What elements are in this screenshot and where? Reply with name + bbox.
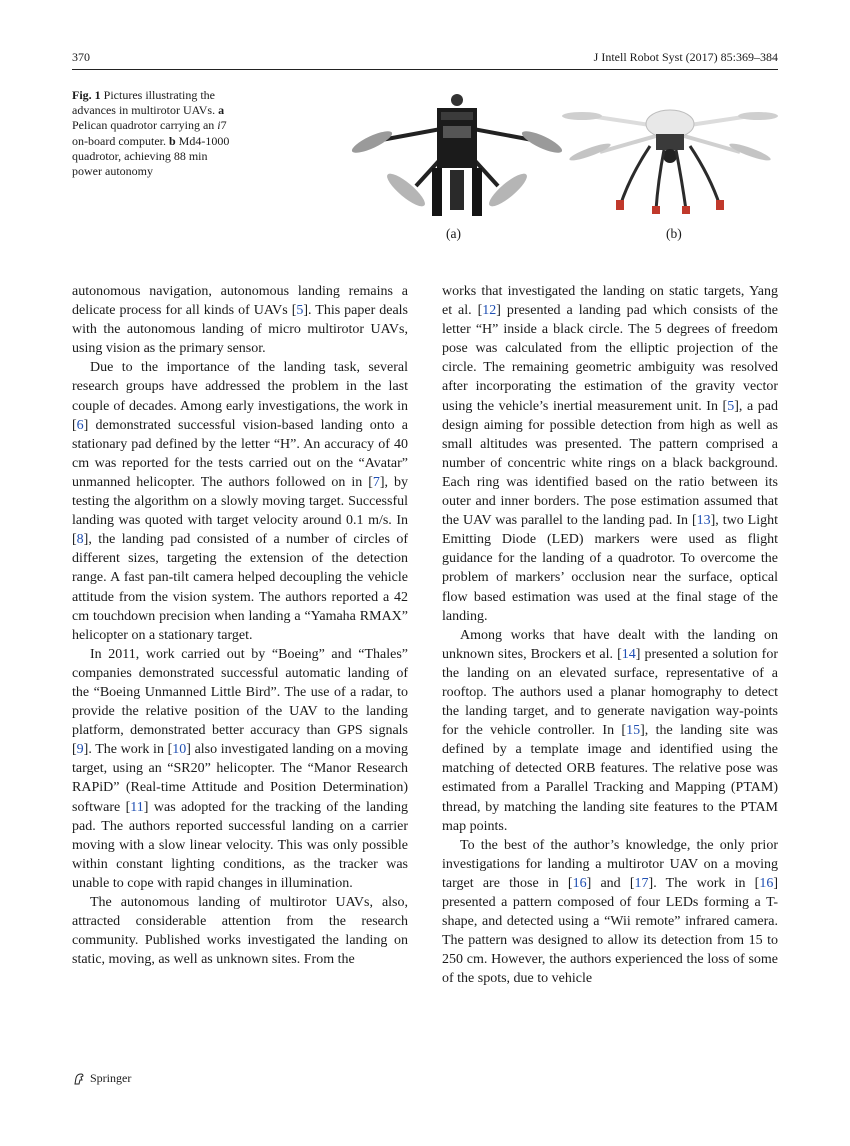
citation-link[interactable]: 11 [130,799,144,815]
paragraph-text: ], two Light Emitting Diode (LED) markers were used as flight guidance for the landing of a quadrotor. To overcome the problem of markers’ occlusion near the surface, optical flow based estimation was used at the final stage of the landing. [442,513,778,624]
paragraph-text: ] also investigated landing on a moving target, using an “SR20” helicopter. The “Manor Research RAPiD” (Real-time Attitude and Position Determination) software [ [72,742,408,815]
paragraph-text: ] presented a solution for the landing on an elevated surface, representative of a rooftop. The authors used a planar homography to detect the landing target, and to generate navigation way-points for the vehicle controller. In [ [442,646,778,739]
paragraph-text: ]. This paper deals with the autonomous landing of micro multirotor UAVs, using vision as the primary sensor. [72,303,409,357]
journal-citation: J Intell Robot Syst (2017) 85:369–384 [593,50,778,64]
paragraph-text: In 2011, work carried out by “Boeing” and “Thales” companies demonstrated successful automatic landing of the “Boeing Unmanned Little Bird”. The use of a radar, to provide the relative position of the UAV to the landing platform, demonstrated better accuracy than GPS signals [ [72,646,408,758]
paragraph-text: Due to the importance of the landing task, several research groups have addressed the problem in the last couple of decades. Among early investigations, the work in [ [72,360,408,433]
citation-link[interactable]: 5 [296,303,304,319]
citation-link[interactable]: 13 [696,513,711,529]
paragraph-text: ], the landing site was defined by a template image and identified using the matching of detected ORB features. The relative pose was estimated from a Parallel Tracking and Mapping (PTAM) thread, by matching the landing site features to the PTAM map points. [442,723,778,834]
paragraph [72,358,408,644]
citation-link[interactable]: 8 [76,532,84,548]
subfigure-label-a: (a) [446,226,461,241]
paragraph [72,645,408,893]
citation-link[interactable]: 16 [572,875,587,891]
figure-label: Fig. 1 [72,88,101,102]
paragraph-text: ], a pad design aiming for possible detection from high as well as small altitudes was presented. The pattern comprised a number of concentric white rings on a black background. Each ring was identified based on the ratio between its outer and inner borders. The pose estimation assumed that the UAV was parallel to the landing pad. In [ [442,398,779,529]
citation-link[interactable]: 9 [76,742,84,758]
paragraph [442,836,778,989]
figure-caption: Fig. 1 Pictures illustrating the advances in multirotor UAVs. a Pelican quadrotor carrying an i7 on-board computer. b Md4-1000 quadrotor, achieving 88 min power autonomy [72,88,230,179]
paragraph-text: ], the landing pad consisted of a number of circles of different sizes, targeting the extension of the detection range. A fast pan-tilt camera helped decoupling the vehicle attitude from the vision system. The authors reported a 42 cm touchdown precision when landing a “Yamaha RMAX” helicopter on a stationary target. [72,532,408,643]
left-text-column [72,282,408,969]
paragraph [72,893,408,969]
subfigure-label-b: (b) [666,226,682,241]
citation-link[interactable]: 6 [76,417,84,433]
citation-link[interactable]: 15 [626,723,641,739]
paragraph-text: works that investigated the landing on static targets, Yang et al. [ [442,284,778,319]
paragraph-text: ] demonstrated successful vision-based landing onto a stationary pad defined by the letter “H”. An accuracy of 40 cm was reported for the tests carried out on the “Avatar” unmanned helicopter. The authors followed on in [ [72,417,408,490]
citation-link[interactable]: 14 [621,646,636,662]
right-text-column [442,282,778,988]
paragraph [442,626,778,836]
paragraph-text: autonomous navigation, autonomous landing remains a delicate process for all kinds of UAVs [ [72,284,408,319]
publisher-name: Springer [90,1071,132,1085]
paragraph-text: ]. The work in [ [648,875,760,891]
paragraph-text: ] was adopted for the tracking of the landing pad. The authors reported successful landing on a carrier moving with a slow linear velocity. This was only possible within constant lighting conditions, as the tracker was unable to cope with rapid changes in illumination. [72,799,408,891]
header-rule [72,69,778,70]
paragraph-text: ], by testing the algorithm on a slowly moving target. Successful landing was quoted with target velocity around 0.1 m/s. In [ [72,474,408,548]
paragraph-text: ] and [ [586,875,635,891]
paragraph-text: The autonomous landing of multirotor UAVs, also, attracted considerable attention from the research community. Published works investigated the landing on static, moving, as well as unknown sites. From the [72,895,408,968]
citation-link[interactable]: 10 [172,742,187,758]
paragraph-text: ] presented a pattern composed of four LEDs forming a T-shape, and detected using a “Wii remote” infrared camera. The pattern was designed to allow its detection from 15 to 250 cm. However, the authors experienced the loss of some of the spots, due to vehicle [442,875,779,987]
paragraph [72,282,408,358]
springer-horse-logo-icon [72,1072,86,1086]
page-footer [72,1071,131,1086]
page-number: 370 [72,50,90,64]
paragraph [442,282,778,626]
paragraph-text: To the best of the author’s knowledge, the only prior investigations for landing a multirotor UAV on a moving target are those in [ [442,837,778,891]
citation-link[interactable]: 16 [759,875,774,891]
citation-link[interactable]: 7 [372,474,380,490]
citation-link[interactable]: 5 [727,398,735,414]
md4-1000-quadrotor-photo-icon [560,86,780,224]
citation-link[interactable]: 12 [482,303,497,319]
running-header [72,50,778,66]
paragraph-text: ] presented a landing pad which consists of the letter “H” inside a black circle. The 5 degrees of freedom pose was calculated from the elliptic projection of the circle. The remaining geometric ambiguity was resolved after incorporating the estimation of the gravity vector using the vehicle’s inertial measurement unit. In [ [442,303,779,414]
paragraph-text: ]. The work in [ [83,742,173,758]
pelican-quadrotor-photo-icon [344,86,570,224]
paragraph-text: Among works that have dealt with the landing on unknown sites, Brockers et al. [ [442,627,778,662]
citation-link[interactable]: 17 [634,875,649,891]
